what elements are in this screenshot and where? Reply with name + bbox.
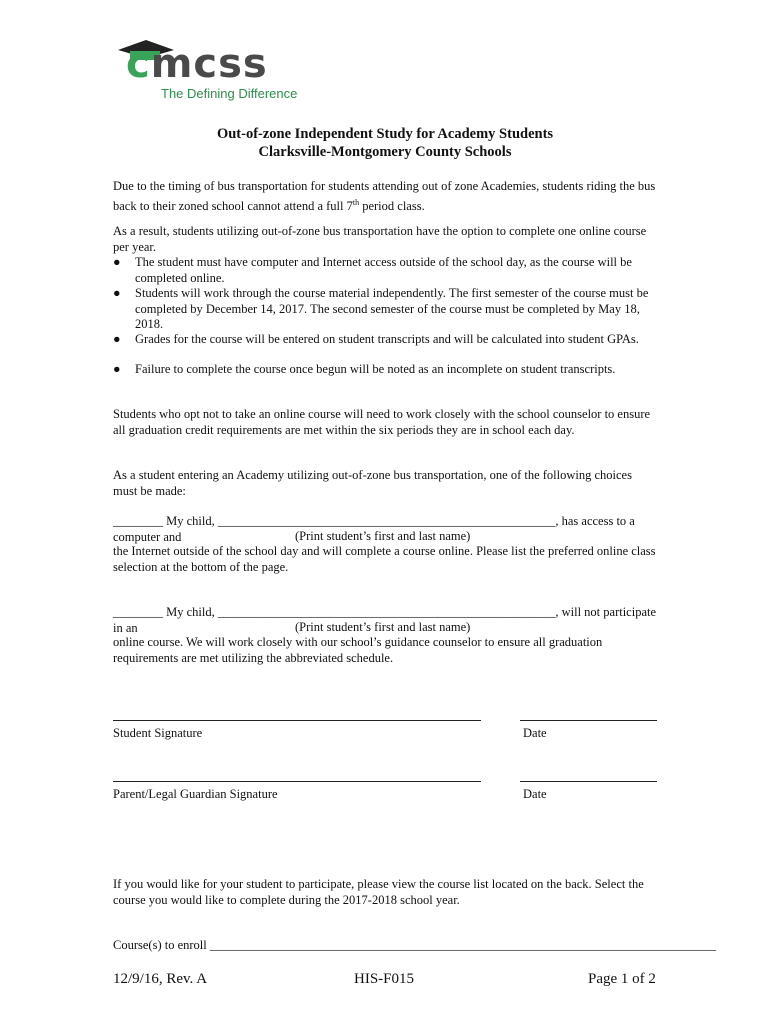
choices-intro: As a student entering an Academy utilizing out-of-zone bus transportation, one of the following choices must be made: bbox=[113, 468, 632, 498]
option-1-name-caption: (Print student’s first and last name) bbox=[295, 529, 471, 543]
bullet-icon: ● bbox=[113, 332, 121, 346]
student-date-line[interactable] bbox=[520, 720, 657, 721]
logo-tagline: The Defining Difference bbox=[161, 86, 298, 101]
list-item: ● The student must have computer and Internet access outside of the school day, as the course will be completed online. bbox=[113, 255, 632, 285]
list-item: ● Failure to complete the course once begun will be noted as an incomplete on student transcripts. bbox=[113, 362, 616, 376]
bullet-icon: ● bbox=[113, 255, 121, 269]
bullet-icon: ● bbox=[113, 362, 121, 376]
list-item: ● Students will work through the course material independently. The first semester of the course must be completed by December 14, 2017. The second semester of the course must be completed by May 18, 2018. bbox=[113, 286, 649, 331]
student-signature-label: Student Signature bbox=[113, 726, 203, 740]
form-number: HIS-F015 bbox=[354, 971, 415, 987]
option-1-line[interactable]: ________ My child, ______________________________________________________, has access to a computer and bbox=[113, 514, 635, 544]
parent-signature-label: Parent/Legal Guardian Signature bbox=[113, 787, 278, 801]
course-list-paragraph: If you would like for your student to participate, please view the course list located on the back. Select the course you would like to complete during the 2017-2018 school year. bbox=[113, 877, 644, 907]
parent-signature-line[interactable] bbox=[113, 781, 481, 782]
counselor-paragraph: Students who opt not to take an online course will need to work closely with the school counselor to ensure all graduation credit requirements are met within the six periods they are in school each day. bbox=[113, 407, 651, 437]
option-2-line[interactable]: ________ My child, ______________________________________________________, will not participate in an bbox=[113, 605, 657, 635]
option-1-continuation: the Internet outside of the school day and will complete a course online. Please list the preferred online class selection at the bottom of the page. bbox=[113, 544, 656, 574]
intro-paragraph: Due to the timing of bus transportation for students attending out of zone Academies, students riding the bus back to their zoned school cannot attend a full 7th period class. bbox=[113, 179, 656, 213]
document-title: Out-of-zone Independent Study for Academy Students bbox=[216, 126, 554, 142]
course-enroll-line[interactable]: Course(s) to enroll _________________________________________________________________________________ bbox=[113, 938, 717, 952]
bullet-icon: ● bbox=[113, 286, 121, 300]
logo-wordmark: cmcss bbox=[126, 41, 268, 87]
parent-date-label: Date bbox=[523, 787, 547, 801]
student-date-label: Date bbox=[523, 726, 547, 740]
option-2-name-caption: (Print student’s first and last name) bbox=[295, 620, 471, 634]
document-subtitle: Clarksville-Montgomery County Schools bbox=[258, 144, 512, 160]
list-item: ● Grades for the course will be entered on student transcripts and will be calculated into student GPAs. bbox=[113, 332, 639, 346]
cmcss-logo bbox=[112, 40, 302, 104]
option-2-continuation: online course. We will work closely with our school’s guidance counselor to ensure all graduation requirements are met utilizing the abbreviated schedule. bbox=[113, 635, 603, 665]
revision-date: 12/9/16, Rev. A bbox=[113, 971, 208, 987]
parent-date-line[interactable] bbox=[520, 781, 657, 782]
student-signature-line[interactable] bbox=[113, 720, 481, 721]
result-paragraph: As a result, students utilizing out-of-zone bus transportation have the option to complete one online course per year. bbox=[113, 224, 647, 254]
page-number: Page 1 of 2 bbox=[588, 971, 656, 987]
